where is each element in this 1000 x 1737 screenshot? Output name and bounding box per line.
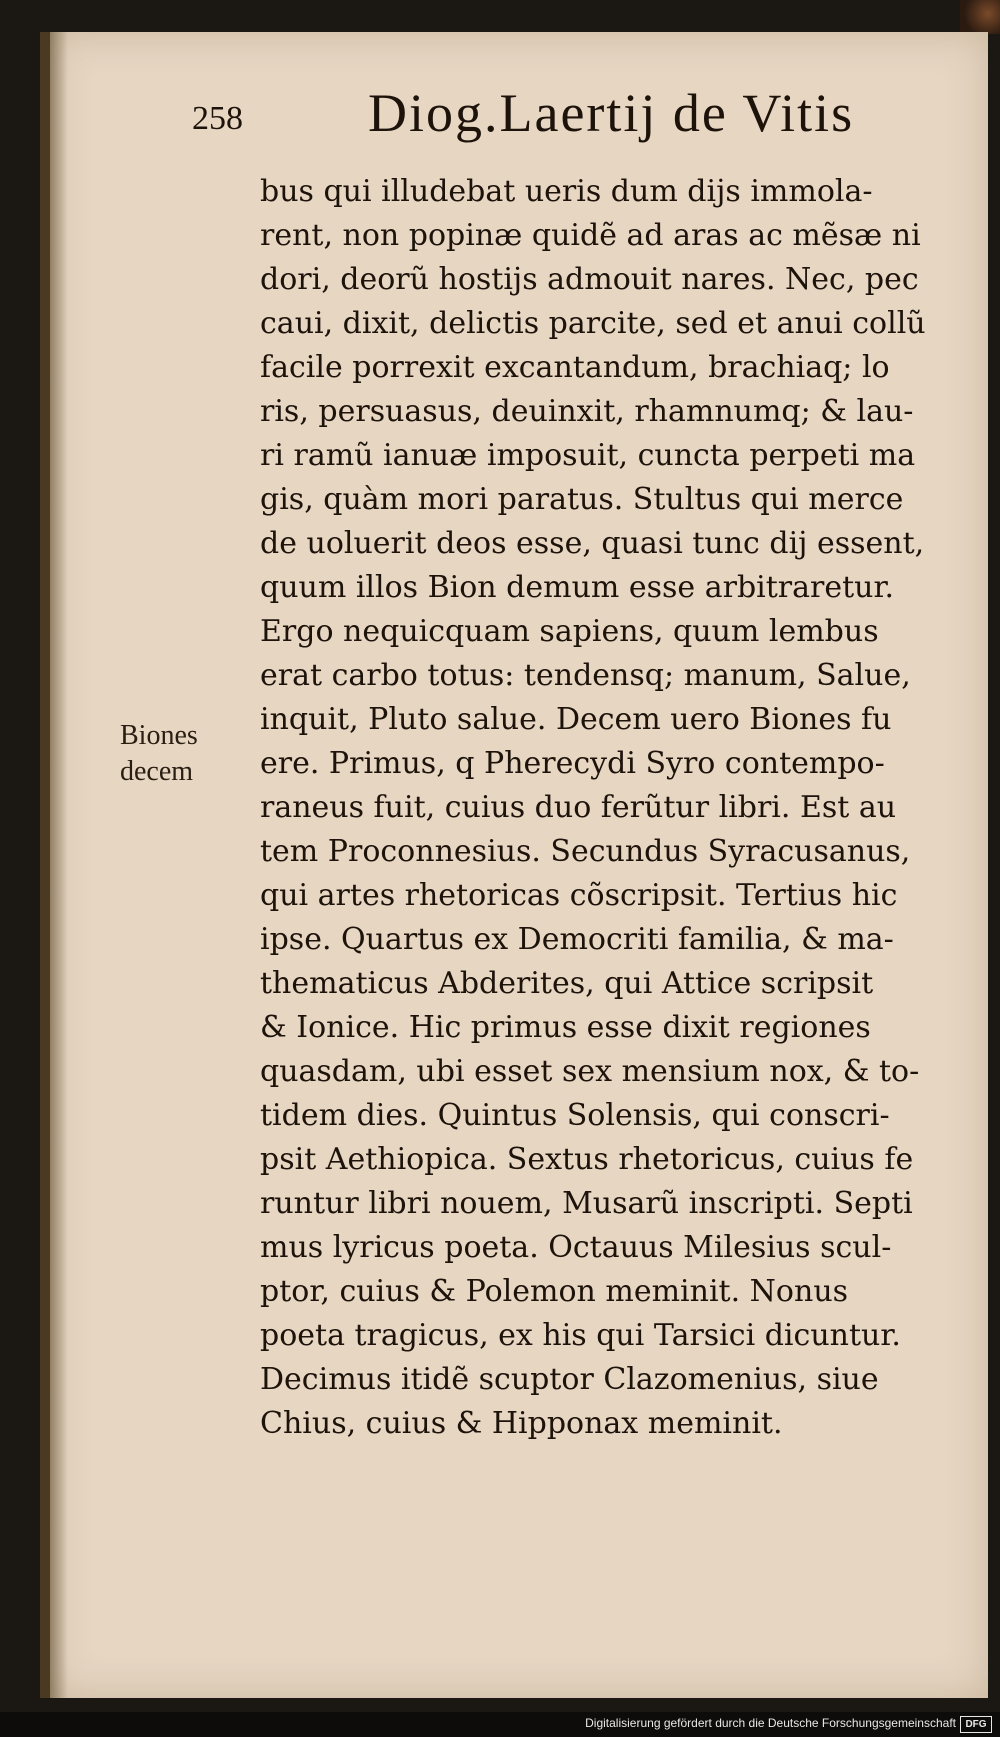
text-line: tidem dies. Quintus Solensis, qui conscri- xyxy=(260,1098,890,1133)
marginal-note-line: decem xyxy=(120,756,194,787)
funding-credit: Digitalisierung gefördert durch die Deutsche Forschungsgemeinschaft xyxy=(585,1716,956,1730)
text-line: Ergo nequicquam sapiens, quum lembus xyxy=(260,614,879,649)
text-line: dori, deorũ hostijs admouit nares. Nec, pec xyxy=(260,262,919,297)
body-text xyxy=(260,170,1000,1446)
text-line: facile porrexit excantandum, brachiaq; lo xyxy=(260,350,890,385)
footer-bar xyxy=(0,1712,1000,1737)
text-line: caui, dixit, delictis parcite, sed et anui collũ xyxy=(260,306,926,341)
text-line: ere. Primus, q Pherecydi Syro contempo- xyxy=(260,746,885,781)
text-line: bus qui illudebat ueris dum dijs immola- xyxy=(260,174,873,209)
text-line: quasdam, ubi esset sex mensium nox, & to- xyxy=(260,1054,920,1089)
dfg-logo: DFG xyxy=(960,1716,992,1733)
text-line: quum illos Bion demum esse arbitraretur. xyxy=(260,570,895,605)
page-gutter xyxy=(50,32,68,1698)
text-line: Decimus itidẽ scuptor Clazomenius, siue xyxy=(260,1362,879,1397)
marginal-note xyxy=(120,718,198,790)
text-line: ptor, cuius & Polemon meminit. Nonus xyxy=(260,1274,849,1309)
text-line: ris, persuasus, deuinxit, rhamnumq; & lau- xyxy=(260,394,914,429)
text-line: mus lyricus poeta. Octauus Milesius scul- xyxy=(260,1230,892,1265)
text-line: rent, non popinæ quidẽ ad aras ac mẽsæ ni xyxy=(260,218,921,253)
text-line: de uoluerit deos esse, quasi tunc dij essent, xyxy=(260,526,925,561)
text-line: qui artes rhetoricas cõscripsit. Tertius hic xyxy=(260,878,898,913)
text-line: erat carbo totus: tendensq; manum, Salue, xyxy=(260,658,911,693)
text-line: ipse. Quartus ex Democriti familia, & ma- xyxy=(260,922,894,957)
page-header xyxy=(50,80,988,160)
text-line: psit Aethiopica. Sextus rhetoricus, cuius fe xyxy=(260,1142,914,1177)
text-line: thematicus Abderites, qui Attice scripsit xyxy=(260,966,874,1001)
text-line: ri ramũ ianuæ imposuit, cuncta perpeti ma xyxy=(260,438,916,473)
book-page xyxy=(40,32,988,1698)
text-line: runtur libri nouem, Musarũ inscripti. Septi xyxy=(260,1186,913,1221)
text-line: poeta tragicus, ex his qui Tarsici dicuntur. xyxy=(260,1318,901,1353)
text-line: inquit, Pluto salue. Decem uero Biones fu xyxy=(260,702,892,737)
text-line: Chius, cuius & Hipponax meminit. xyxy=(260,1406,783,1441)
corner-stain xyxy=(960,0,1000,34)
page-number: 258 xyxy=(192,100,243,137)
text-line: & Ionice. Hic primus esse dixit regiones xyxy=(260,1010,871,1045)
running-head: Diog.Laertij de Vitis xyxy=(368,83,855,143)
marginal-note-line: Biones xyxy=(120,720,198,751)
text-line: gis, quàm mori paratus. Stultus qui merce xyxy=(260,482,904,517)
text-line: raneus fuit, cuius duo ferũtur libri. Est au xyxy=(260,790,897,825)
text-line: tem Proconnesius. Secundus Syracusanus, xyxy=(260,834,911,869)
